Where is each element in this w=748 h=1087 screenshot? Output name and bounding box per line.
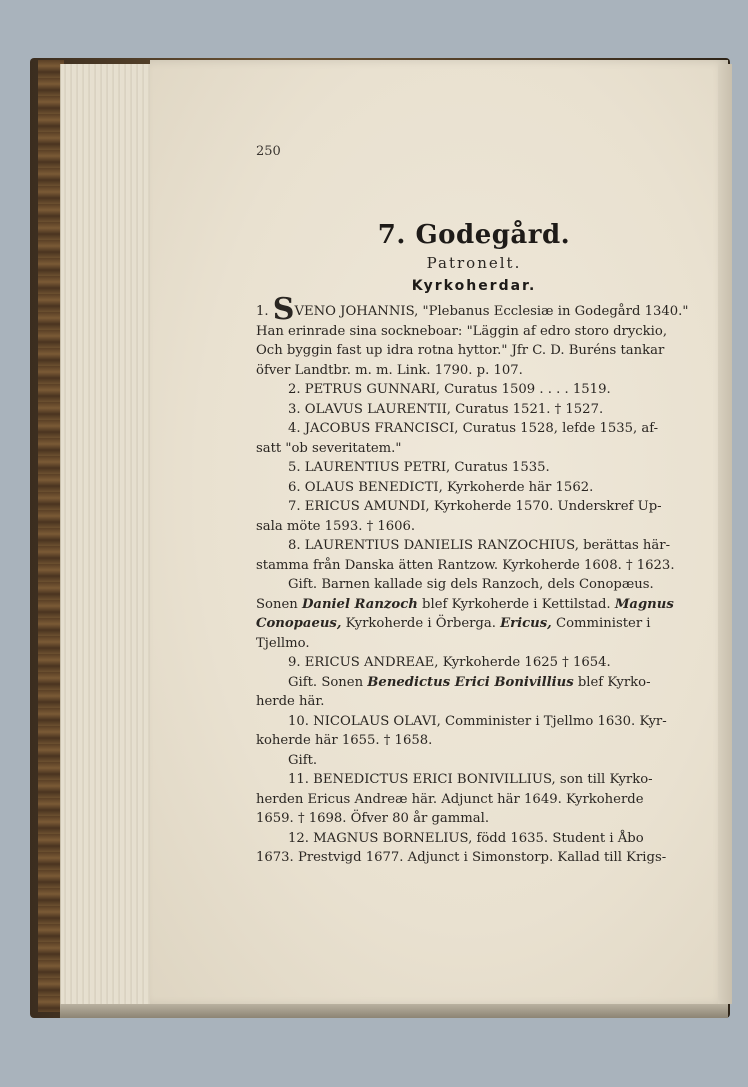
- page-stack: [60, 64, 161, 1004]
- entry-7: [256, 497, 692, 536]
- entry-list: [256, 292, 692, 868]
- person-name: Benedictus Erici Bonivillius: [367, 674, 574, 690]
- entry-text: 12. MAGNUS BORNELIUS, född 1635. Student i Åbo: [288, 830, 644, 846]
- entry-text: herde här.: [256, 694, 325, 709]
- drop-cap: S: [272, 292, 295, 327]
- entry-text: VENO JOHANNIS, "Plebanus Ecclesiæ in Godegård 1340.": [294, 304, 689, 319]
- entry-text: 4. JACOBUS FRANCISCI, Curatus 1528, lefde 1535, af-: [288, 421, 659, 436]
- page-number: 250: [256, 144, 281, 159]
- page-edge: [718, 64, 732, 1004]
- entry-text: koherde här 1655. † 1658.: [256, 733, 433, 748]
- entry-3: [256, 400, 692, 420]
- entry-text: 2. PETRUS GUNNARI, Curatus 1509 . . . . 1519.: [288, 382, 611, 397]
- entry-text: Kyrkoherde i Örberga.: [341, 616, 501, 631]
- entry-text: 9. ERICUS ANDREAE, Kyrkoherde 1625 † 1654.: [288, 655, 611, 670]
- entry-text: Han erinrade sina sockneboar: "Läggin af edro storo dryckio,: [256, 323, 668, 339]
- entry-text: 5. LAURENTIUS PETRI, Curatus 1535.: [288, 460, 550, 475]
- entry-5: [256, 458, 692, 478]
- entry-10: [256, 712, 692, 771]
- entry-11: [256, 770, 692, 829]
- entry-text: stamma från Danska ätten Rantzow. Kyrkoherde 1608. † 1623.: [256, 557, 675, 573]
- person-name: Daniel Ranzoch: [301, 596, 418, 612]
- entry-text: 1659. † 1698. Öfver 80 år gammal.: [256, 811, 490, 826]
- subheading-patronage: Patronelt.: [426, 254, 522, 272]
- entry-text: sala möte 1593. † 1606.: [256, 518, 416, 534]
- entry-text: herden Ericus Andreæ här. Adjunct här 1649. Kyrkoherde: [256, 791, 644, 807]
- person-name: Magnus: [614, 596, 674, 612]
- entry-text: öfver Landtbr. m. m. Link. 1790. p. 107.: [256, 362, 523, 378]
- entry-text: Gift. Barnen kallade sig dels Ranzoch, dels Conopæus.: [288, 577, 654, 592]
- entry-text: 10. NICOLAUS OLAVI, Comminister i Tjellmo 1630. Kyr-: [288, 713, 667, 729]
- page-bottom-edge: [60, 1004, 728, 1018]
- entry-text: 6. OLAUS BENEDICTI, Kyrkoherde här 1562.: [288, 479, 594, 495]
- entry-text: satt "ob severitatem.": [256, 440, 402, 456]
- entry-text: Tjellmo.: [256, 635, 310, 651]
- entry-text: Comminister i: [551, 616, 651, 631]
- entry-8: [256, 536, 692, 653]
- entry-12: [256, 829, 692, 868]
- chapter-title: 7. Godegård.: [377, 220, 571, 250]
- entry-text: blef Kyrko-: [573, 674, 651, 690]
- entry-number: 1.: [256, 304, 269, 319]
- entry-text: Och byggin fast up idra rotna hyttor." Jfr C. D. Buréns tankar: [256, 343, 665, 358]
- entry-text: 7. ERICUS AMUNDI, Kyrkoherde 1570. Underskref Up-: [288, 499, 662, 514]
- entry-text: 1673. Prestvigd 1677. Adjunct i Simonstorp. Kallad till Krigs-: [256, 850, 667, 865]
- person-name: Ericus,: [500, 616, 552, 631]
- entry-text: 11. BENEDICTUS ERICI BONIVILLIUS, son till Kyrko-: [288, 772, 653, 787]
- entry-2: [256, 380, 692, 400]
- subheading-clergy: Kyrkoherdar.: [411, 278, 537, 294]
- entry-9: [256, 653, 692, 712]
- entry-text: blef Kyrkoherde i Kettilstad.: [417, 596, 615, 612]
- entry-1: [256, 292, 692, 380]
- entry-4: [256, 419, 692, 458]
- entry-text: 8. LAURENTIUS DANIELIS RANZOCHIUS, berättas här-: [288, 538, 671, 553]
- entry-text: Sonen: [256, 596, 302, 612]
- entry-text: Gift.: [288, 752, 318, 768]
- entry-6: [256, 478, 692, 498]
- entry-text: Gift. Sonen: [288, 674, 368, 690]
- person-name: Conopaeus,: [256, 616, 342, 631]
- entry-text: 3. OLAVUS LAURENTII, Curatus 1521. † 1527.: [288, 401, 604, 417]
